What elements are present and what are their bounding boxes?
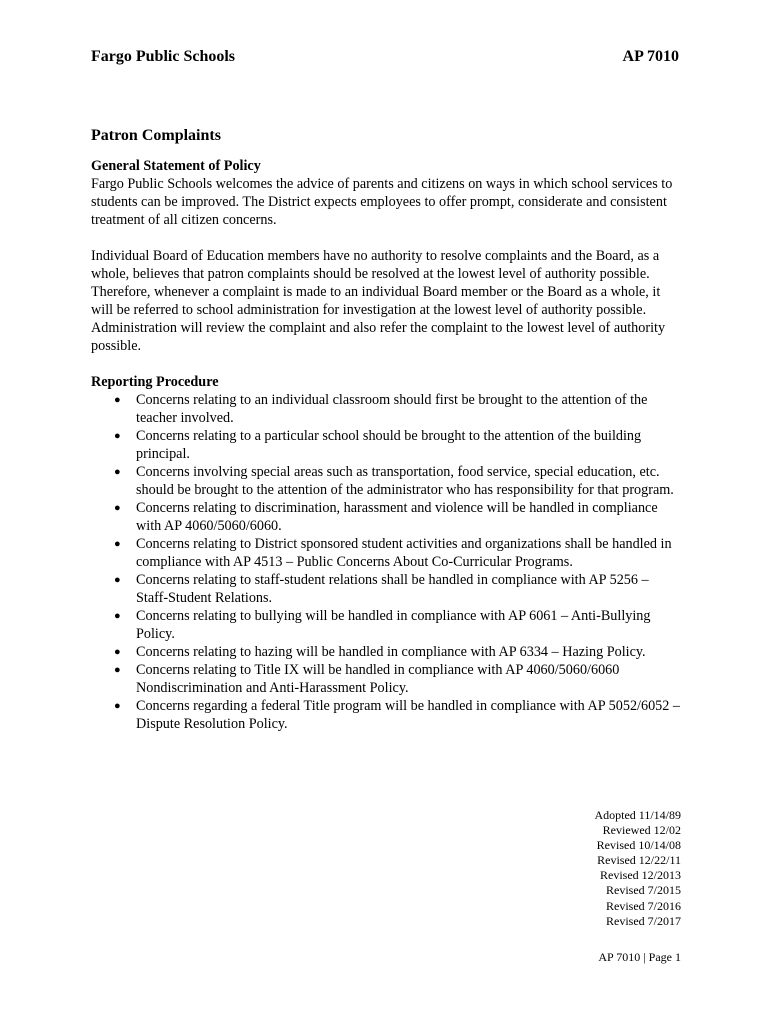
list-item-text: Concerns relating to a particular school should be brought to the attention of the building principal. xyxy=(136,428,642,462)
list-item-text: Concerns relating to staff-student relations shall be handled in compliance with AP 5256 – Staff-Student Relations. xyxy=(136,572,649,606)
document-title: Patron Complaints xyxy=(91,127,221,144)
general-statement-paragraph-2: Individual Board of Education members have no authority to resolve complaints and the Board, as a whole, believes that patron complaints should be resolved at the lowest level of authority possible. Therefore, whenever a complaint is made to an individual Board member or the Board as a whole, it will be referred to school administration for investigation at the lowest level of authority possible. Administration will review the complaint and also refer the complaint to the lowest level of authority possible. xyxy=(91,248,666,354)
list-item-text: Concerns relating to discrimination, harassment and violence will be handled in compliance with AP 4060/5060/6060. xyxy=(136,500,658,534)
list-item-text: Concerns relating to hazing will be handled in compliance with AP 6334 – Hazing Policy. xyxy=(136,644,646,660)
list-item xyxy=(91,661,681,697)
reporting-procedure-heading: Reporting Procedure xyxy=(91,374,219,390)
list-item xyxy=(91,607,681,643)
bullet-icon: ● xyxy=(114,538,121,550)
list-item xyxy=(91,499,681,535)
bullet-icon: ● xyxy=(114,664,121,676)
list-item xyxy=(91,643,681,661)
list-item xyxy=(91,391,681,427)
revision-entry: Revised 12/2013 xyxy=(600,868,681,883)
reporting-procedure-list xyxy=(91,391,681,733)
revision-entry: Reviewed 12/02 xyxy=(602,823,681,838)
bullet-icon: ● xyxy=(114,430,121,442)
list-item xyxy=(91,697,681,733)
revision-entry: Revised 7/2015 xyxy=(606,883,681,898)
general-statement-paragraph-1: Fargo Public Schools welcomes the advice of parents and citizens on ways in which school services to students can be improved. The District expects employees to offer prompt, considerate and consistent treatment of all citizen concerns. xyxy=(91,176,673,228)
list-item-text: Concerns relating to bullying will be handled in compliance with AP 6061 – Anti-Bullying Policy. xyxy=(136,608,651,642)
general-statement-heading: General Statement of Policy xyxy=(91,158,261,174)
revision-entry: Adopted 11/14/89 xyxy=(594,808,681,822)
bullet-icon: ● xyxy=(114,466,121,478)
header-policy-code: AP 7010 xyxy=(622,48,679,65)
list-item-text: Concerns relating to Title IX will be handled in compliance with AP 4060/5060/6060 Nondiscrimination and Anti-Harassment Policy. xyxy=(136,662,620,696)
document-page xyxy=(91,0,681,1024)
bullet-icon: ● xyxy=(114,610,121,622)
list-item xyxy=(91,463,681,499)
revision-entry: Revised 10/14/08 xyxy=(596,838,681,853)
revision-entry: Revised 12/22/11 xyxy=(597,853,681,868)
document-body xyxy=(91,157,681,733)
list-item xyxy=(91,427,681,463)
revision-history xyxy=(594,808,681,929)
page-footer: AP 7010 | Page 1 xyxy=(598,950,681,964)
list-item xyxy=(91,535,681,571)
bullet-icon: ● xyxy=(114,574,121,586)
bullet-icon: ● xyxy=(114,700,121,712)
list-item-text: Concerns relating to an individual classroom should first be brought to the attention of the teacher involved. xyxy=(136,392,648,426)
bullet-icon: ● xyxy=(114,646,121,658)
revision-entry: Revised 7/2017 xyxy=(606,913,681,928)
list-item xyxy=(91,571,681,607)
bullet-icon: ● xyxy=(114,502,121,514)
list-item-text: Concerns regarding a federal Title program will be handled in compliance with AP 5052/6052 – Dispute Resolution Policy. xyxy=(136,698,681,732)
page-header xyxy=(91,47,679,67)
list-item-text: Concerns involving special areas such as transportation, food service, special education, etc. should be brought to the attention of the administrator who has responsibility for that program. xyxy=(136,464,674,498)
header-district-name: Fargo Public Schools xyxy=(91,48,236,65)
bullet-icon: ● xyxy=(114,394,121,406)
revision-entry: Revised 7/2016 xyxy=(606,898,681,913)
list-item-text: Concerns relating to District sponsored student activities and organizations shall be handled in compliance with AP 4513 – Public Concerns About Co-Curricular Programs. xyxy=(136,536,672,570)
